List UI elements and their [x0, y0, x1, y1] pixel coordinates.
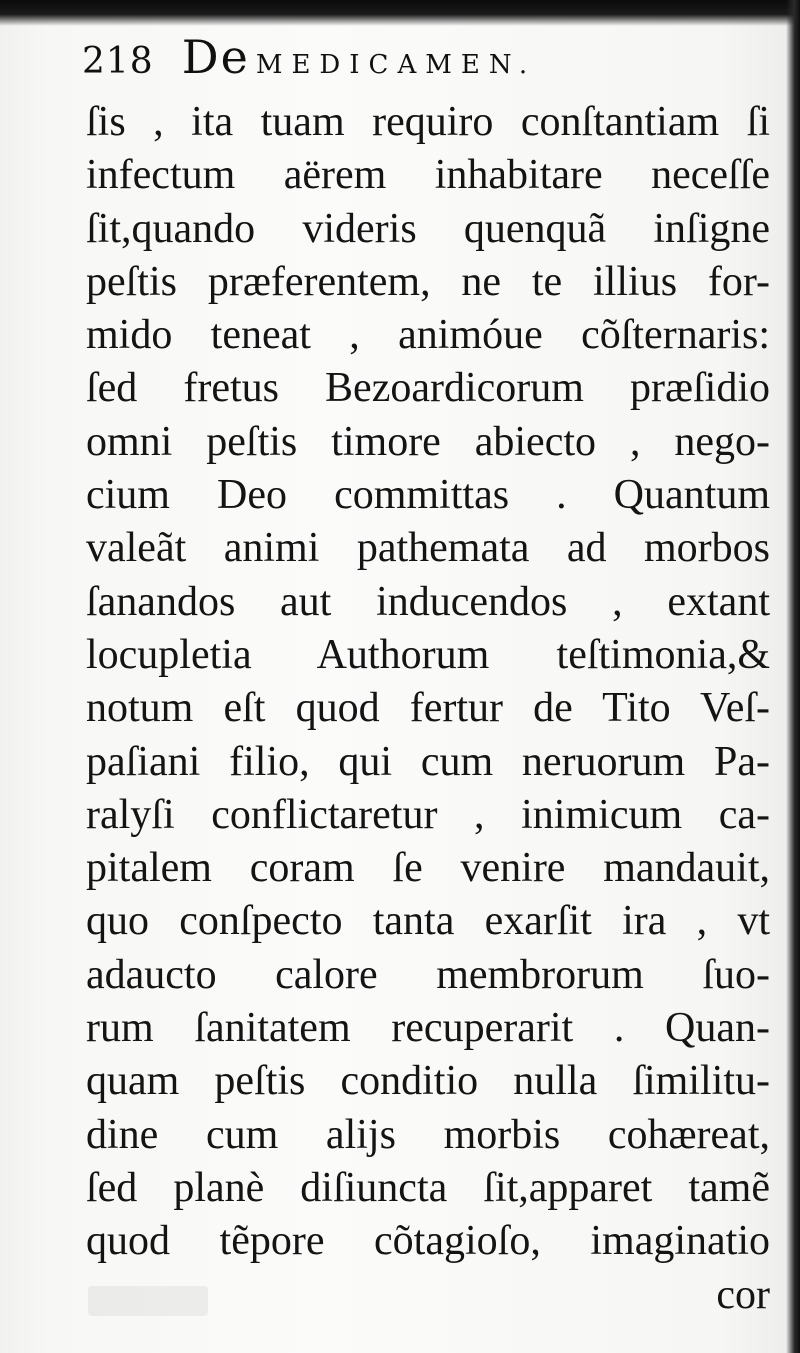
running-head: [82, 30, 536, 90]
text-line: infectum aërem inhabitare neceſſe: [86, 152, 770, 199]
text-line: mido teneat , animóue cõſternaris:: [86, 312, 770, 359]
text-line: ſed fretus Bezoardicorum præſidio: [86, 365, 770, 412]
running-title-rest: MEDICAMEN.: [255, 50, 537, 80]
text-line: omni peſtis timore abiecto , nego-: [86, 418, 770, 465]
text-line: paſiani filio, qui cum neruorum Pa-: [86, 738, 770, 785]
text-line: notum eſt quod fertur de Tito Veſ-: [86, 685, 770, 732]
page-number: 218: [82, 41, 154, 82]
catchword: cor: [716, 1271, 770, 1318]
scan-right-shadow: [786, 0, 800, 1353]
scan-top-shadow: [0, 0, 800, 26]
text-line: cium Deo committas . Quantum: [86, 472, 770, 519]
running-title-initial: De: [181, 30, 250, 84]
text-line: ſis , ita tuam requiro conſtantiam ſi: [86, 99, 770, 145]
text-line: quam peſtis conditio nulla ſimilitu-: [86, 1058, 770, 1105]
text-line: ſanandos aut inducendos , extant: [86, 578, 770, 625]
text-line: peſtis præferentem, ne te illius for-: [86, 258, 770, 305]
text-line: pitalem coram ſe venire mandauit,: [86, 845, 770, 892]
text-line: ſed planè diſiuncta ſit,apparet tamẽ: [86, 1164, 770, 1211]
text-line: quod tẽpore cõtagioſo, imaginatio: [86, 1218, 770, 1265]
text-line: ſit,quando videris quenquã inſigne: [86, 205, 770, 252]
text-line: valeãt animi pathemata ad morbos: [86, 525, 770, 572]
text-line: rum ſanitatem recuperarit . Quan-: [86, 1005, 770, 1052]
text-line: dine cum alijs morbis cohæreat,: [86, 1111, 770, 1158]
text-line: ralyſi conflictaretur , inimicum ca-: [86, 791, 770, 838]
text-line: locupletia Authorum teſtimonia,&: [86, 631, 770, 678]
text-line: adaucto calore membrorum ſuo-: [86, 951, 770, 998]
text-line: quo conſpecto tanta exarſit ira , vt: [86, 898, 770, 945]
running-title: [182, 30, 536, 84]
body-text: [86, 96, 770, 1322]
bleed-through-smudge: [88, 1286, 208, 1316]
